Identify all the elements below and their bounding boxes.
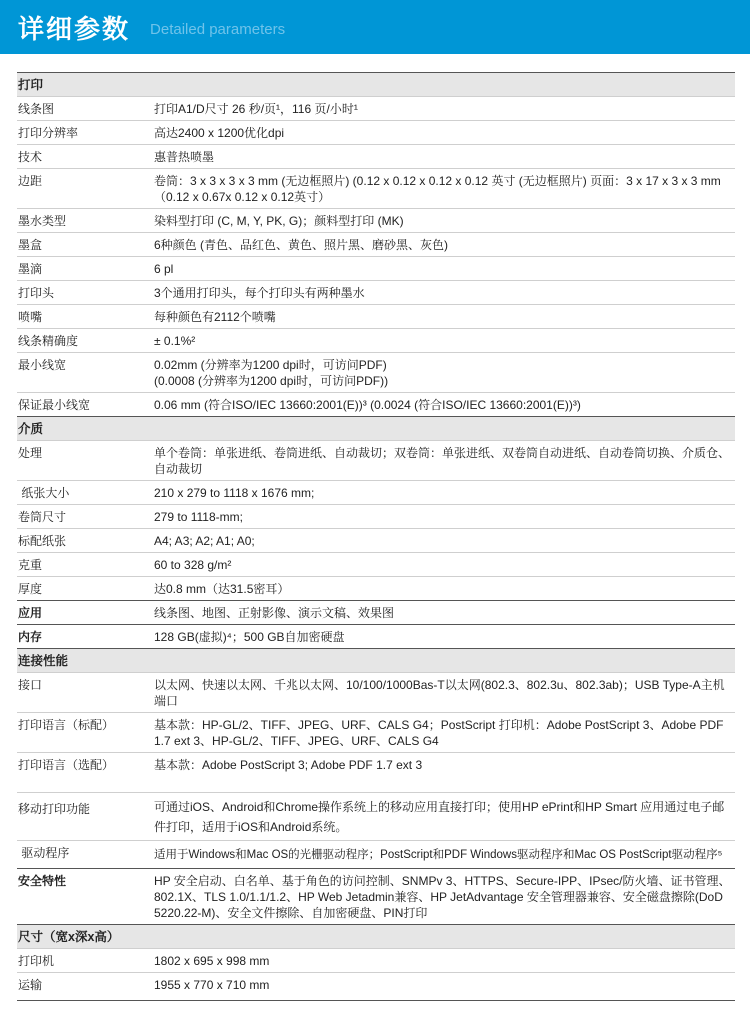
section-print [17,72,735,96]
section-title: 连接性能 [18,654,69,668]
spec-label: 墨水类型 [18,214,67,228]
spec-value: 60 to 328 g/m² [154,558,232,572]
spec-row-security [17,868,735,924]
spec-label: 运输 [18,978,43,992]
spec-row [17,552,735,576]
spec-value: 128 GB(虚拟)⁴；500 GB自加密硬盘 [154,630,345,644]
spec-label: 墨盒 [18,238,43,252]
spec-row [17,672,735,712]
spec-row-application [17,600,735,624]
spec-row [17,948,735,972]
spec-label: 技术 [18,150,43,164]
spec-value: 打印A1/D尺寸 26 秒/页¹，116 页/小时¹ [154,102,358,116]
section-title: 打印 [18,78,44,92]
spec-value: 6 pl [154,262,174,276]
spec-value: 达0.8 mm（达31.5密耳） [154,582,290,596]
spec-value: 适用于Windows和Mac OS的光栅驱动程序；PostScript和PDF Windows驱动程序和Mac OS PostScript驱动程序⁵ [154,849,723,861]
spec-value: 可通过iOS、Android和Chrome操作系统上的移动应用直接打印；使用HP ePrint和HP Smart 应用通过电子邮件打印，适用于iOS和Android系统。 [154,800,725,834]
spec-value: HP 安全启动、白名单、基于角色的访问控制、SNMPv 3、HTTPS、Secure-IPP、IPsec/防火墙、证书管理、802.1X、TLS 1.0/1.1/1.2、HP Web Jetadmin兼容、HP JetAdvantage 安全管理器兼容、安全磁盘擦除(DoD 5220.22-M)、安全文件擦除、自加密硬盘、PIN打印 [154,874,731,920]
spec-label: 内存 [18,630,43,644]
spec-row-driver [17,840,735,868]
spec-row [17,576,735,600]
spec-label: 安全特性 [18,874,67,888]
spec-value: 卷筒：3 x 3 x 3 x 3 mm (无边框照片) (0.12 x 0.12 x 0.12 x 0.12 英寸 (无边框照片) 页面：3 x 17 x 3 x 3 mm（0.12 x 0.67x 0.12 x 0.12英寸） [154,174,721,204]
section-title: 尺寸（宽x深x高） [18,930,120,944]
spec-value: 染料型打印 (C, M, Y, PK, G)；颜料型打印 (MK) [154,214,404,228]
spec-value: 3个通用打印头，每个打印头有两种墨水 [154,286,365,300]
spec-label: 厚度 [18,582,43,596]
spec-label: 打印头 [18,286,55,300]
spec-label: 打印分辨率 [18,126,79,140]
spec-label: 喷嘴 [18,310,43,324]
spec-row [17,328,735,352]
spec-value: 线条图、地图、正射影像、演示文稿、效果图 [154,606,395,620]
spec-label: 打印语言（标配） [18,718,115,732]
section-dimensions [17,924,735,948]
spec-value: A4; A3; A2; A1; A0; [154,534,255,548]
spec-row [17,752,735,792]
spec-label: 边距 [18,174,43,188]
spec-table [17,72,735,1001]
spec-row [17,96,735,120]
spec-row [17,712,735,752]
spec-row [17,168,735,208]
page-title: 详细参数 [18,14,131,45]
page-subtitle: Detailed parameters [150,20,286,38]
spec-row [17,352,735,392]
spec-value: 210 x 279 to 1118 x 1676 mm; [154,486,315,500]
section-media [17,416,735,440]
spec-label: 处理 [18,446,43,460]
spec-value: 每种颜色有2112个喷嘴 [154,310,276,324]
spec-value: 0.06 mm (符合ISO/IEC 13660:2001(E))³ (0.0024 (符合ISO/IEC 13660:2001(E))³) [154,398,581,412]
spec-value: 6种颜色 (青色、品红色、黄色、照片黑、磨砂黑、灰色) [154,238,449,252]
spec-value: 高达2400 x 1200优化dpi [154,126,285,140]
spec-label: 线条图 [18,102,55,116]
spec-row [17,208,735,232]
spec-label: 卷筒尺寸 [18,510,67,524]
table-bottom-rule [17,1000,735,1001]
spec-row [17,528,735,552]
spec-row [17,280,735,304]
spec-label: 移动打印功能 [18,802,91,816]
spec-label: 打印机 [18,954,55,968]
spec-label: 克重 [18,558,43,572]
spec-value: ± 0.1%² [154,334,196,348]
section-connectivity [17,648,735,672]
spec-row [17,392,735,416]
spec-row-memory [17,624,735,648]
spec-label: 最小线宽 [18,358,67,372]
spec-row [17,120,735,144]
spec-value: 279 to 1118-mm; [154,510,243,524]
spec-row [17,232,735,256]
spec-label: 驱动程序 [18,846,70,860]
spec-row [17,440,735,480]
spec-label: 应用 [18,606,43,620]
spec-row [17,504,735,528]
spec-row [17,304,735,328]
spec-row [17,480,735,504]
spec-value: 1955 x 770 x 710 mm [154,978,270,992]
spec-value: 以太网、快速以太网、千兆以太网、10/100/1000Bas-T以太网(802.3、802.3u、802.3ab)；USB Type-A主机端口 [154,678,725,708]
spec-value: 1802 x 695 x 998 mm [154,954,270,968]
spec-value: 单个卷筒：单张进纸、卷筒进纸、自动裁切；双卷筒：单张进纸、双卷筒自动进纸、自动卷筒切换、介质仓、自动裁切 [154,446,731,476]
spec-label: 接口 [18,678,43,692]
spec-label: 线条精确度 [18,334,79,348]
spec-label: 墨滴 [18,262,43,276]
spec-value: 惠普热喷墨 [154,150,215,164]
spec-row [17,256,735,280]
spec-value: 基本款：Adobe PostScript 3; Adobe PDF 1.7 ext 3 [154,758,423,772]
spec-label: 标配纸张 [18,534,67,548]
header-banner [0,0,750,54]
spec-row [17,144,735,168]
spec-value: 基本款：HP-GL/2、TIFF、JPEG、URF、CALS G4；PostScript 打印机：Adobe PostScript 3、Adobe PDF 1.7 ext 3、HP-GL/2、TIFF、JPEG、URF、CALS G4 [154,718,724,748]
spec-row-mobile [17,792,735,840]
spec-row [17,972,735,1000]
spec-label: 打印语言（选配） [18,758,115,772]
section-title: 介质 [18,422,44,436]
spec-value: 0.02mm (分辨率为1200 dpi时，可访问PDF) (0.0008 (分辨率为1200 dpi时，可访问PDF)) [154,358,389,388]
spec-label: 保证最小线宽 [18,398,91,412]
spec-label: 纸张大小 [18,486,70,500]
